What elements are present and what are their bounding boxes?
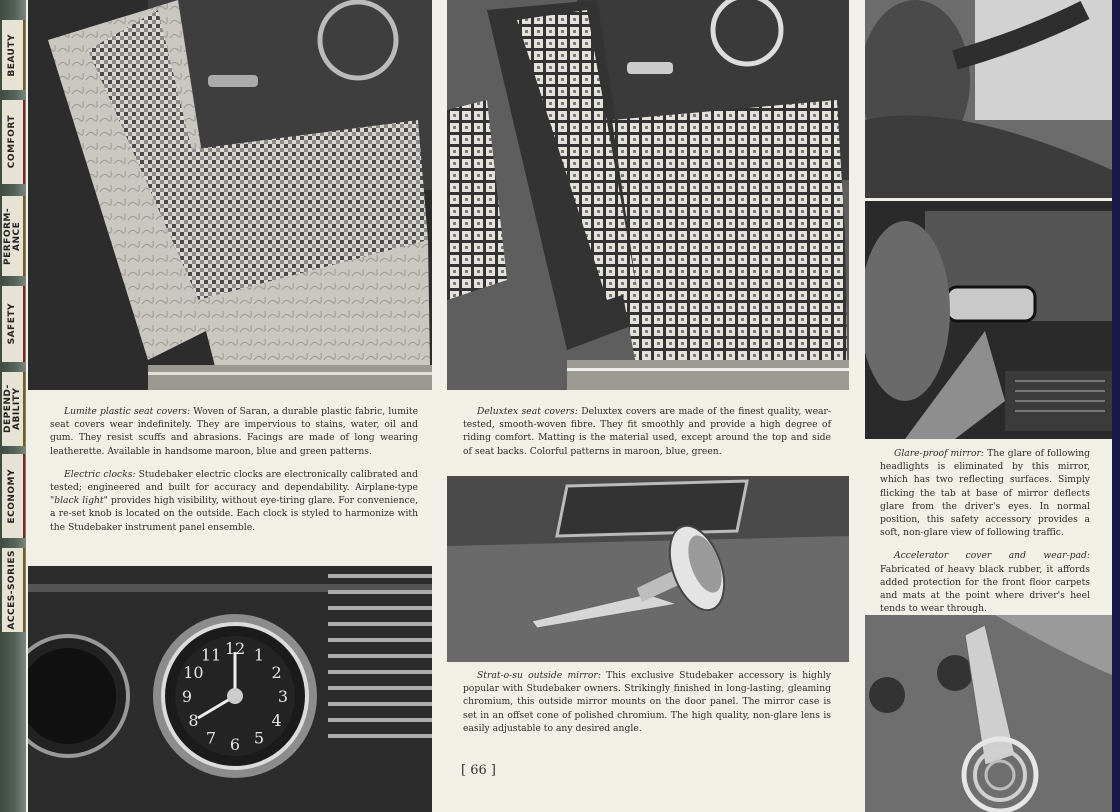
lumite-seat-photo — [28, 0, 432, 390]
pedal-caption: Accelerator cover and wear-pad: Fabricated of heavy black rubber, it affords added protection for the front floor carpets and mats at the point where driver's heel tends to wear through. — [880, 550, 1090, 615]
lumite-caption: Lumite plastic seat covers: Woven of Saran, a durable plastic fabric, lumite seat covers wear indefinitely. They are impervious to stains, water, oil and gum. They resist scuffs and abrasions. Facings are made of long wearing leatherette. Available in handsome maroon, blue and green patterns. — [50, 406, 419, 457]
glare-caption: Glare-proof mirror: The glare of following headlights is eliminated by this mirror, which has two reflecting surfaces. Simply flicking the tab at base of mirror deflects glare from the driver's eyes. In normal position, this safety accessory provides a soft, non-glare view of following traffic. — [880, 448, 1090, 539]
page-number: [ 66 ] — [461, 763, 496, 778]
clock-numeral: 3 — [277, 687, 289, 706]
glare-mirror-photo — [865, 201, 1112, 439]
tab-dependability[interactable]: DEPEND-ABILITY — [2, 372, 25, 446]
outside-mirror-photo — [447, 476, 849, 662]
clock-numeral: 6 — [229, 735, 241, 754]
tab-economy[interactable]: ECONOMY — [2, 454, 25, 538]
caption-outside-mirror: Strat-o-su outside mirror: This exclusive Studebaker accessory is highly popular with Studebaker owners. Strikingly finished in long-lasting, gleaming chromium, this outside mirror mounts on the door panel. The mirror case is set in an offset cone of polished chromium. The high quality, non-glare lens is easily adjustable to any desired angle. — [463, 670, 831, 734]
tab-safety[interactable]: SAFETY — [2, 286, 25, 362]
clock-numeral: 8 — [188, 711, 199, 730]
caption-deluxtex: Deluxtex seat covers: Deluxtex covers are made of the finest quality, wear-tested, smooth-woven fibre. They fit smoothly and provide a high degree of riding comfort. Matting is the material used, except around the top and side of seat backs. Colorful patterns in maroon, blue, green. — [463, 406, 831, 457]
clock-numeral: 7 — [205, 728, 217, 748]
glare-mirror-photo-top — [865, 0, 1112, 198]
clocks-caption: Electric clocks: Studebaker electric clocks are electronically calibrated and tested; engineered and built for accuracy and dependability. Airplane-type "black light" provides high visibility, without eye-tiring glare. For convenience, a re-set knob is located on the outside. Each clock is styled to harmonize with the Studebaker instrument panel ensemble. — [50, 468, 418, 533]
clock-numeral: 11 — [200, 645, 222, 665]
deluxtex-seat-photo — [447, 0, 849, 390]
accelerator-pad-photo — [865, 615, 1112, 812]
clock-numeral: 1 — [253, 645, 265, 665]
clock-numeral: 9 — [181, 687, 193, 706]
clock-numeral: 4 — [271, 711, 282, 730]
tab-beauty[interactable]: BEAUTY — [2, 20, 25, 90]
clock-numeral: 12 — [224, 639, 246, 658]
tab-performance[interactable]: PERFORM-ANCE — [2, 196, 25, 276]
tab-comfort[interactable]: COMFORT — [2, 100, 25, 184]
clock-numeral: 10 — [183, 663, 204, 682]
section-tabs — [0, 20, 26, 800]
clock-numeral: 2 — [271, 663, 282, 682]
caption-right — [880, 447, 1090, 625]
page-edge — [1112, 0, 1120, 812]
clock-numeral: 5 — [253, 728, 265, 748]
tab-accessories[interactable]: ACCES-SORIES — [2, 548, 25, 632]
electric-clock-photo — [28, 566, 432, 812]
caption-left — [50, 405, 418, 544]
